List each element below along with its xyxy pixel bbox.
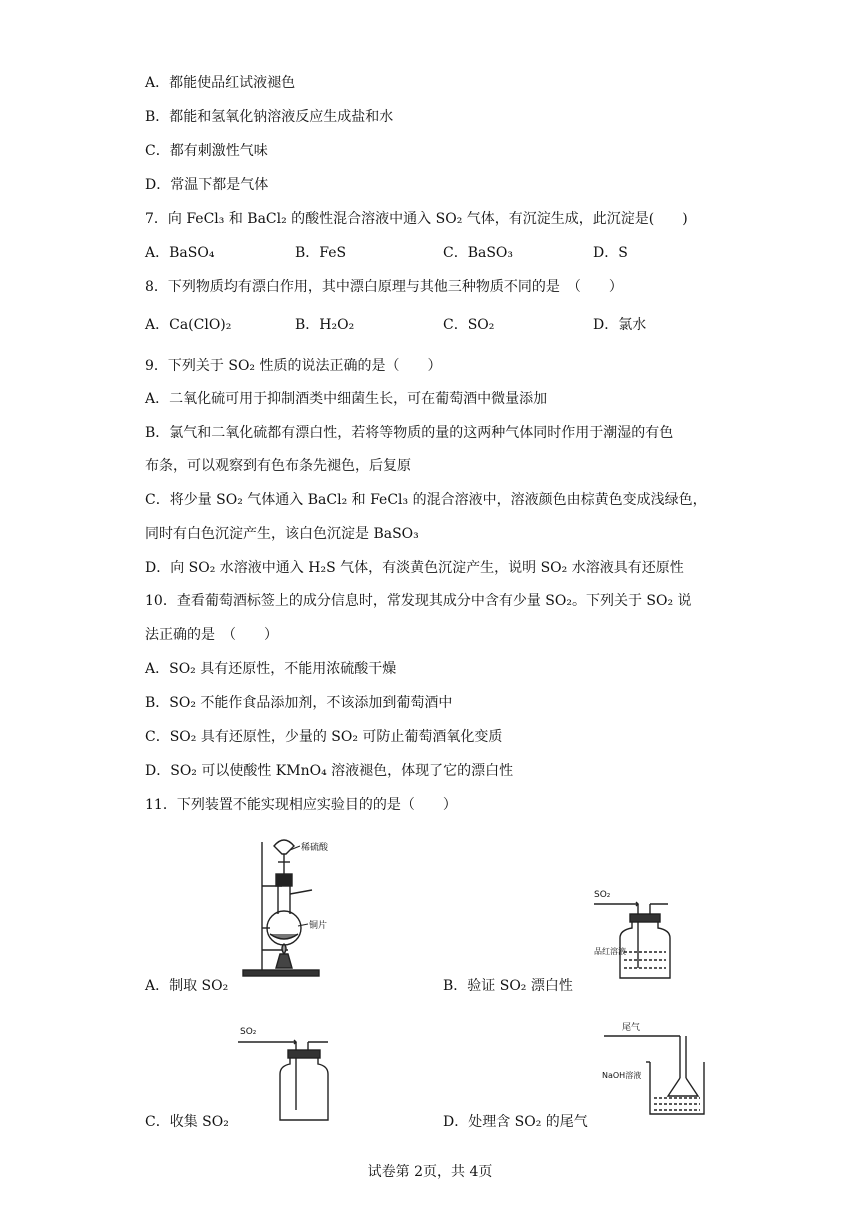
q7-option-a: A．BaSO₄: [145, 245, 215, 261]
label-naoh-solution: NaOH溶液: [602, 1071, 642, 1080]
figure-d-tail-gas-apparatus: [602, 1016, 706, 1118]
q7-option-b: B．FeS: [295, 245, 347, 261]
q7-stem: 7．向 FeCl₃ 和 BaCl₂ 的酸性混合溶液中通入 SO₂ 气体，有沉淀生成，此沉淀是( ): [145, 211, 688, 227]
q9-option-b-line2: 布条，可以观察到有色布条先褪色，后复原: [145, 458, 411, 474]
q9-option-c-line1: C．将少量 SO₂ 气体通入 BaCl₂ 和 FeCl₃ 的混合溶液中，溶液颜色由棕黄色变成浅绿色，: [145, 492, 707, 508]
figure-c-collection-apparatus: [236, 1020, 336, 1124]
q9-option-a: A．二氧化硫可用于抑制酒类中细菌生长，可在葡萄酒中微量添加: [145, 391, 548, 407]
q6-option-a: A．都能使品红试液褪色: [145, 75, 296, 91]
q10-option-d: D．SO₂ 可以使酸性 KMnO₄ 溶液褪色，体现了它的漂白性: [145, 763, 514, 779]
label-copper: 铜片: [309, 921, 328, 931]
label-dilute-acid: 稀硫酸: [301, 843, 329, 853]
page-footer: 试卷第 2页，共 4页: [367, 1164, 493, 1180]
q8-option-a: A．Ca(ClO)₂: [145, 317, 232, 333]
figure-b-bleaching-apparatus: [592, 884, 682, 982]
q9-option-b-line1: B．氯气和二氧化硫都有漂白性，若将等物质的量的这两种气体同时作用于潮湿的有色: [145, 425, 674, 441]
q9-stem: 9．下列关于 SO₂ 性质的说法正确的是（ ）: [145, 358, 442, 374]
q8-stem: 8．下列物质均有漂白作用，其中漂白原理与其他三种物质不同的是 （ ）: [145, 279, 623, 295]
label-so2-b: SO₂: [594, 890, 611, 900]
q6-option-d: D．常温下都是气体: [145, 177, 269, 193]
q11-option-d: D．处理含 SO₂ 的尾气: [443, 1114, 588, 1130]
q6-option-c: C．都有刺激性气味: [145, 143, 268, 159]
q10-option-b: B．SO₂ 不能作食品添加剂，不该添加到葡萄酒中: [145, 695, 453, 711]
q9-option-c-line2: 同时有白色沉淀产生，该白色沉淀是 BaSO₃: [145, 526, 419, 542]
q8-option-c: C．SO₂: [443, 317, 495, 333]
label-so2-c: SO₂: [240, 1027, 257, 1037]
q8-option-b: B．H₂O₂: [295, 317, 355, 333]
q10-option-a: A．SO₂ 具有还原性，不能用浓硫酸干燥: [145, 661, 397, 677]
q7-option-d: D．S: [593, 245, 628, 261]
label-tail-gas: 尾气: [622, 1023, 641, 1033]
q10-option-c: C．SO₂ 具有还原性，少量的 SO₂ 可防止葡萄酒氧化变质: [145, 729, 503, 745]
q11-stem: 11．下列装置不能实现相应实验目的的是（ ）: [145, 797, 457, 813]
q10-stem-line2: 法正确的是 （ ）: [145, 627, 278, 643]
q8-option-d: D．氯水: [593, 317, 647, 333]
q6-option-b: B．都能和氢氧化钠溶液反应生成盐和水: [145, 109, 394, 125]
label-magenta-solution: 品红溶液: [594, 947, 626, 956]
q11-option-c: C．收集 SO₂: [145, 1114, 229, 1130]
q10-stem-line1: 10．查看葡萄酒标签上的成分信息时，常发现其成分中含有少量 SO₂。下列关于 SO₂ 说: [145, 593, 692, 609]
figure-a-generation-apparatus: [240, 830, 360, 982]
q11-option-b: B．验证 SO₂ 漂白性: [443, 978, 573, 994]
q7-option-c: C．BaSO₃: [443, 245, 514, 261]
q11-option-a: A．制取 SO₂: [145, 978, 229, 994]
q9-option-d: D．向 SO₂ 水溶液中通入 H₂S 气体，有淡黄色沉淀产生，说明 SO₂ 水溶液具有还原性: [145, 560, 684, 576]
